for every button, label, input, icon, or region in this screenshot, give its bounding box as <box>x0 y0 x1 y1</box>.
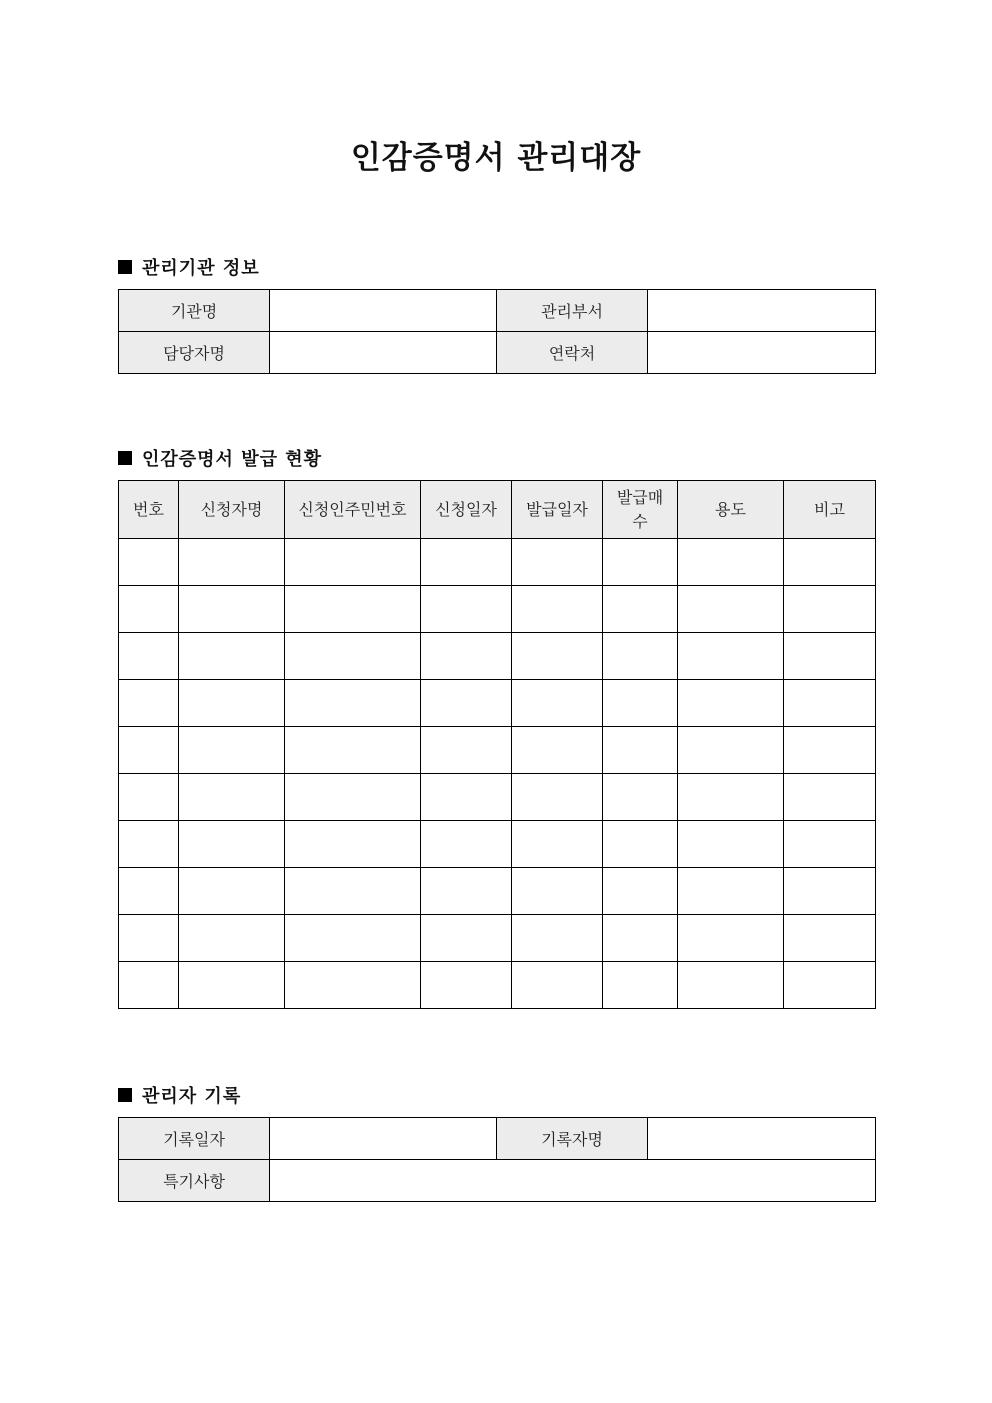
table-cell[interactable] <box>421 868 512 915</box>
table-cell[interactable] <box>512 774 603 821</box>
table-cell[interactable] <box>421 821 512 868</box>
contact-person-field[interactable] <box>270 332 497 374</box>
phone-field[interactable] <box>648 332 876 374</box>
table-cell[interactable] <box>678 680 784 727</box>
table-cell[interactable] <box>421 680 512 727</box>
table-cell[interactable] <box>119 774 179 821</box>
table-cell[interactable] <box>179 727 285 774</box>
table-row <box>119 821 876 868</box>
table-cell[interactable] <box>603 868 678 915</box>
table-cell[interactable] <box>784 774 876 821</box>
column-header: 신청인주민번호 <box>285 481 421 539</box>
table-cell[interactable] <box>179 539 285 586</box>
table-cell[interactable] <box>784 915 876 962</box>
table-cell[interactable] <box>119 821 179 868</box>
table-cell[interactable] <box>119 962 179 1009</box>
table-cell[interactable] <box>179 774 285 821</box>
table-cell[interactable] <box>119 633 179 680</box>
table-cell[interactable] <box>678 774 784 821</box>
table-cell[interactable] <box>179 962 285 1009</box>
table-cell[interactable] <box>784 868 876 915</box>
department-label: 관리부서 <box>497 290 648 332</box>
square-bullet-icon <box>118 1088 132 1102</box>
table-cell[interactable] <box>512 633 603 680</box>
table-cell[interactable] <box>179 680 285 727</box>
record-date-field[interactable] <box>270 1118 497 1160</box>
notes-field[interactable] <box>270 1160 876 1202</box>
org-name-label: 기관명 <box>119 290 270 332</box>
table-cell[interactable] <box>512 821 603 868</box>
column-header: 번호 <box>119 481 179 539</box>
table-cell[interactable] <box>512 539 603 586</box>
column-header: 신청일자 <box>421 481 512 539</box>
table-cell[interactable] <box>421 962 512 1009</box>
table-cell[interactable] <box>512 727 603 774</box>
table-cell[interactable] <box>179 633 285 680</box>
table-row <box>119 680 876 727</box>
table-cell[interactable] <box>421 915 512 962</box>
table-cell[interactable] <box>603 821 678 868</box>
table-cell[interactable] <box>678 868 784 915</box>
table-cell[interactable] <box>285 868 421 915</box>
table-cell[interactable] <box>784 539 876 586</box>
institution-section-heading <box>118 254 260 280</box>
table-cell[interactable] <box>119 586 179 633</box>
table-row <box>119 868 876 915</box>
table-row <box>119 774 876 821</box>
column-header: 비고 <box>784 481 876 539</box>
table-cell[interactable] <box>285 586 421 633</box>
document-title: 인감증명서 관리대장 <box>350 140 642 176</box>
table-cell[interactable] <box>678 821 784 868</box>
table-cell[interactable] <box>603 774 678 821</box>
table-cell[interactable] <box>119 539 179 586</box>
table-row <box>119 633 876 680</box>
issuance-heading-text: 인감증명서 발급 현황 <box>142 449 323 470</box>
table-cell[interactable] <box>678 539 784 586</box>
org-name-field[interactable] <box>270 290 497 332</box>
column-header: 용도 <box>678 481 784 539</box>
table-cell[interactable] <box>784 727 876 774</box>
table-cell[interactable] <box>678 633 784 680</box>
table-cell[interactable] <box>285 727 421 774</box>
table-cell[interactable] <box>603 586 678 633</box>
table-cell[interactable] <box>603 633 678 680</box>
table-cell[interactable] <box>603 727 678 774</box>
square-bullet-icon <box>118 451 132 465</box>
table-cell[interactable] <box>285 821 421 868</box>
contact-person-label: 담당자명 <box>119 332 270 374</box>
table-cell[interactable] <box>179 915 285 962</box>
table-cell[interactable] <box>603 915 678 962</box>
manager-record-table <box>118 1117 876 1202</box>
table-cell[interactable] <box>512 868 603 915</box>
square-bullet-icon <box>118 260 132 274</box>
table-cell[interactable] <box>784 962 876 1009</box>
table-header-row <box>119 481 876 539</box>
table-cell[interactable] <box>285 539 421 586</box>
table-cell[interactable] <box>678 962 784 1009</box>
table-cell[interactable] <box>179 821 285 868</box>
column-header: 신청자명 <box>179 481 285 539</box>
table-cell[interactable] <box>285 774 421 821</box>
table-row <box>119 1160 876 1202</box>
issuance-table <box>118 480 876 1009</box>
table-row <box>119 290 876 332</box>
table-cell[interactable] <box>678 915 784 962</box>
table-cell[interactable] <box>678 586 784 633</box>
table-cell[interactable] <box>784 680 876 727</box>
table-cell[interactable] <box>512 680 603 727</box>
recorder-label: 기록자명 <box>497 1118 648 1160</box>
table-row <box>119 539 876 586</box>
table-cell[interactable] <box>678 727 784 774</box>
issuance-section-heading <box>118 445 322 471</box>
table-row <box>119 332 876 374</box>
institution-info-table <box>118 289 876 374</box>
table-cell[interactable] <box>603 680 678 727</box>
table-cell[interactable] <box>512 915 603 962</box>
table-cell[interactable] <box>119 868 179 915</box>
manager-section-heading <box>118 1082 241 1108</box>
notes-label: 특기사항 <box>119 1160 270 1202</box>
table-cell[interactable] <box>285 915 421 962</box>
table-cell[interactable] <box>784 586 876 633</box>
table-cell[interactable] <box>421 633 512 680</box>
table-cell[interactable] <box>421 586 512 633</box>
table-row <box>119 915 876 962</box>
table-cell[interactable] <box>784 633 876 680</box>
phone-label: 연락처 <box>497 332 648 374</box>
table-cell[interactable] <box>285 633 421 680</box>
table-cell[interactable] <box>119 727 179 774</box>
table-row <box>119 962 876 1009</box>
institution-heading-text: 관리기관 정보 <box>142 258 260 279</box>
department-field[interactable] <box>648 290 876 332</box>
table-cell[interactable] <box>603 539 678 586</box>
table-cell[interactable] <box>512 962 603 1009</box>
record-date-label: 기록일자 <box>119 1118 270 1160</box>
table-cell[interactable] <box>784 821 876 868</box>
table-cell[interactable] <box>285 962 421 1009</box>
table-cell[interactable] <box>603 962 678 1009</box>
table-row <box>119 1118 876 1160</box>
table-cell[interactable] <box>119 915 179 962</box>
table-cell[interactable] <box>179 868 285 915</box>
table-cell[interactable] <box>285 680 421 727</box>
table-cell[interactable] <box>421 774 512 821</box>
column-header: 발급매 수 <box>603 481 678 539</box>
table-cell[interactable] <box>179 586 285 633</box>
table-row <box>119 586 876 633</box>
column-header: 발급일자 <box>512 481 603 539</box>
table-cell[interactable] <box>512 586 603 633</box>
table-cell[interactable] <box>421 539 512 586</box>
recorder-field[interactable] <box>648 1118 876 1160</box>
manager-heading-text: 관리자 기록 <box>142 1086 242 1107</box>
table-cell[interactable] <box>119 680 179 727</box>
table-row <box>119 727 876 774</box>
table-cell[interactable] <box>421 727 512 774</box>
